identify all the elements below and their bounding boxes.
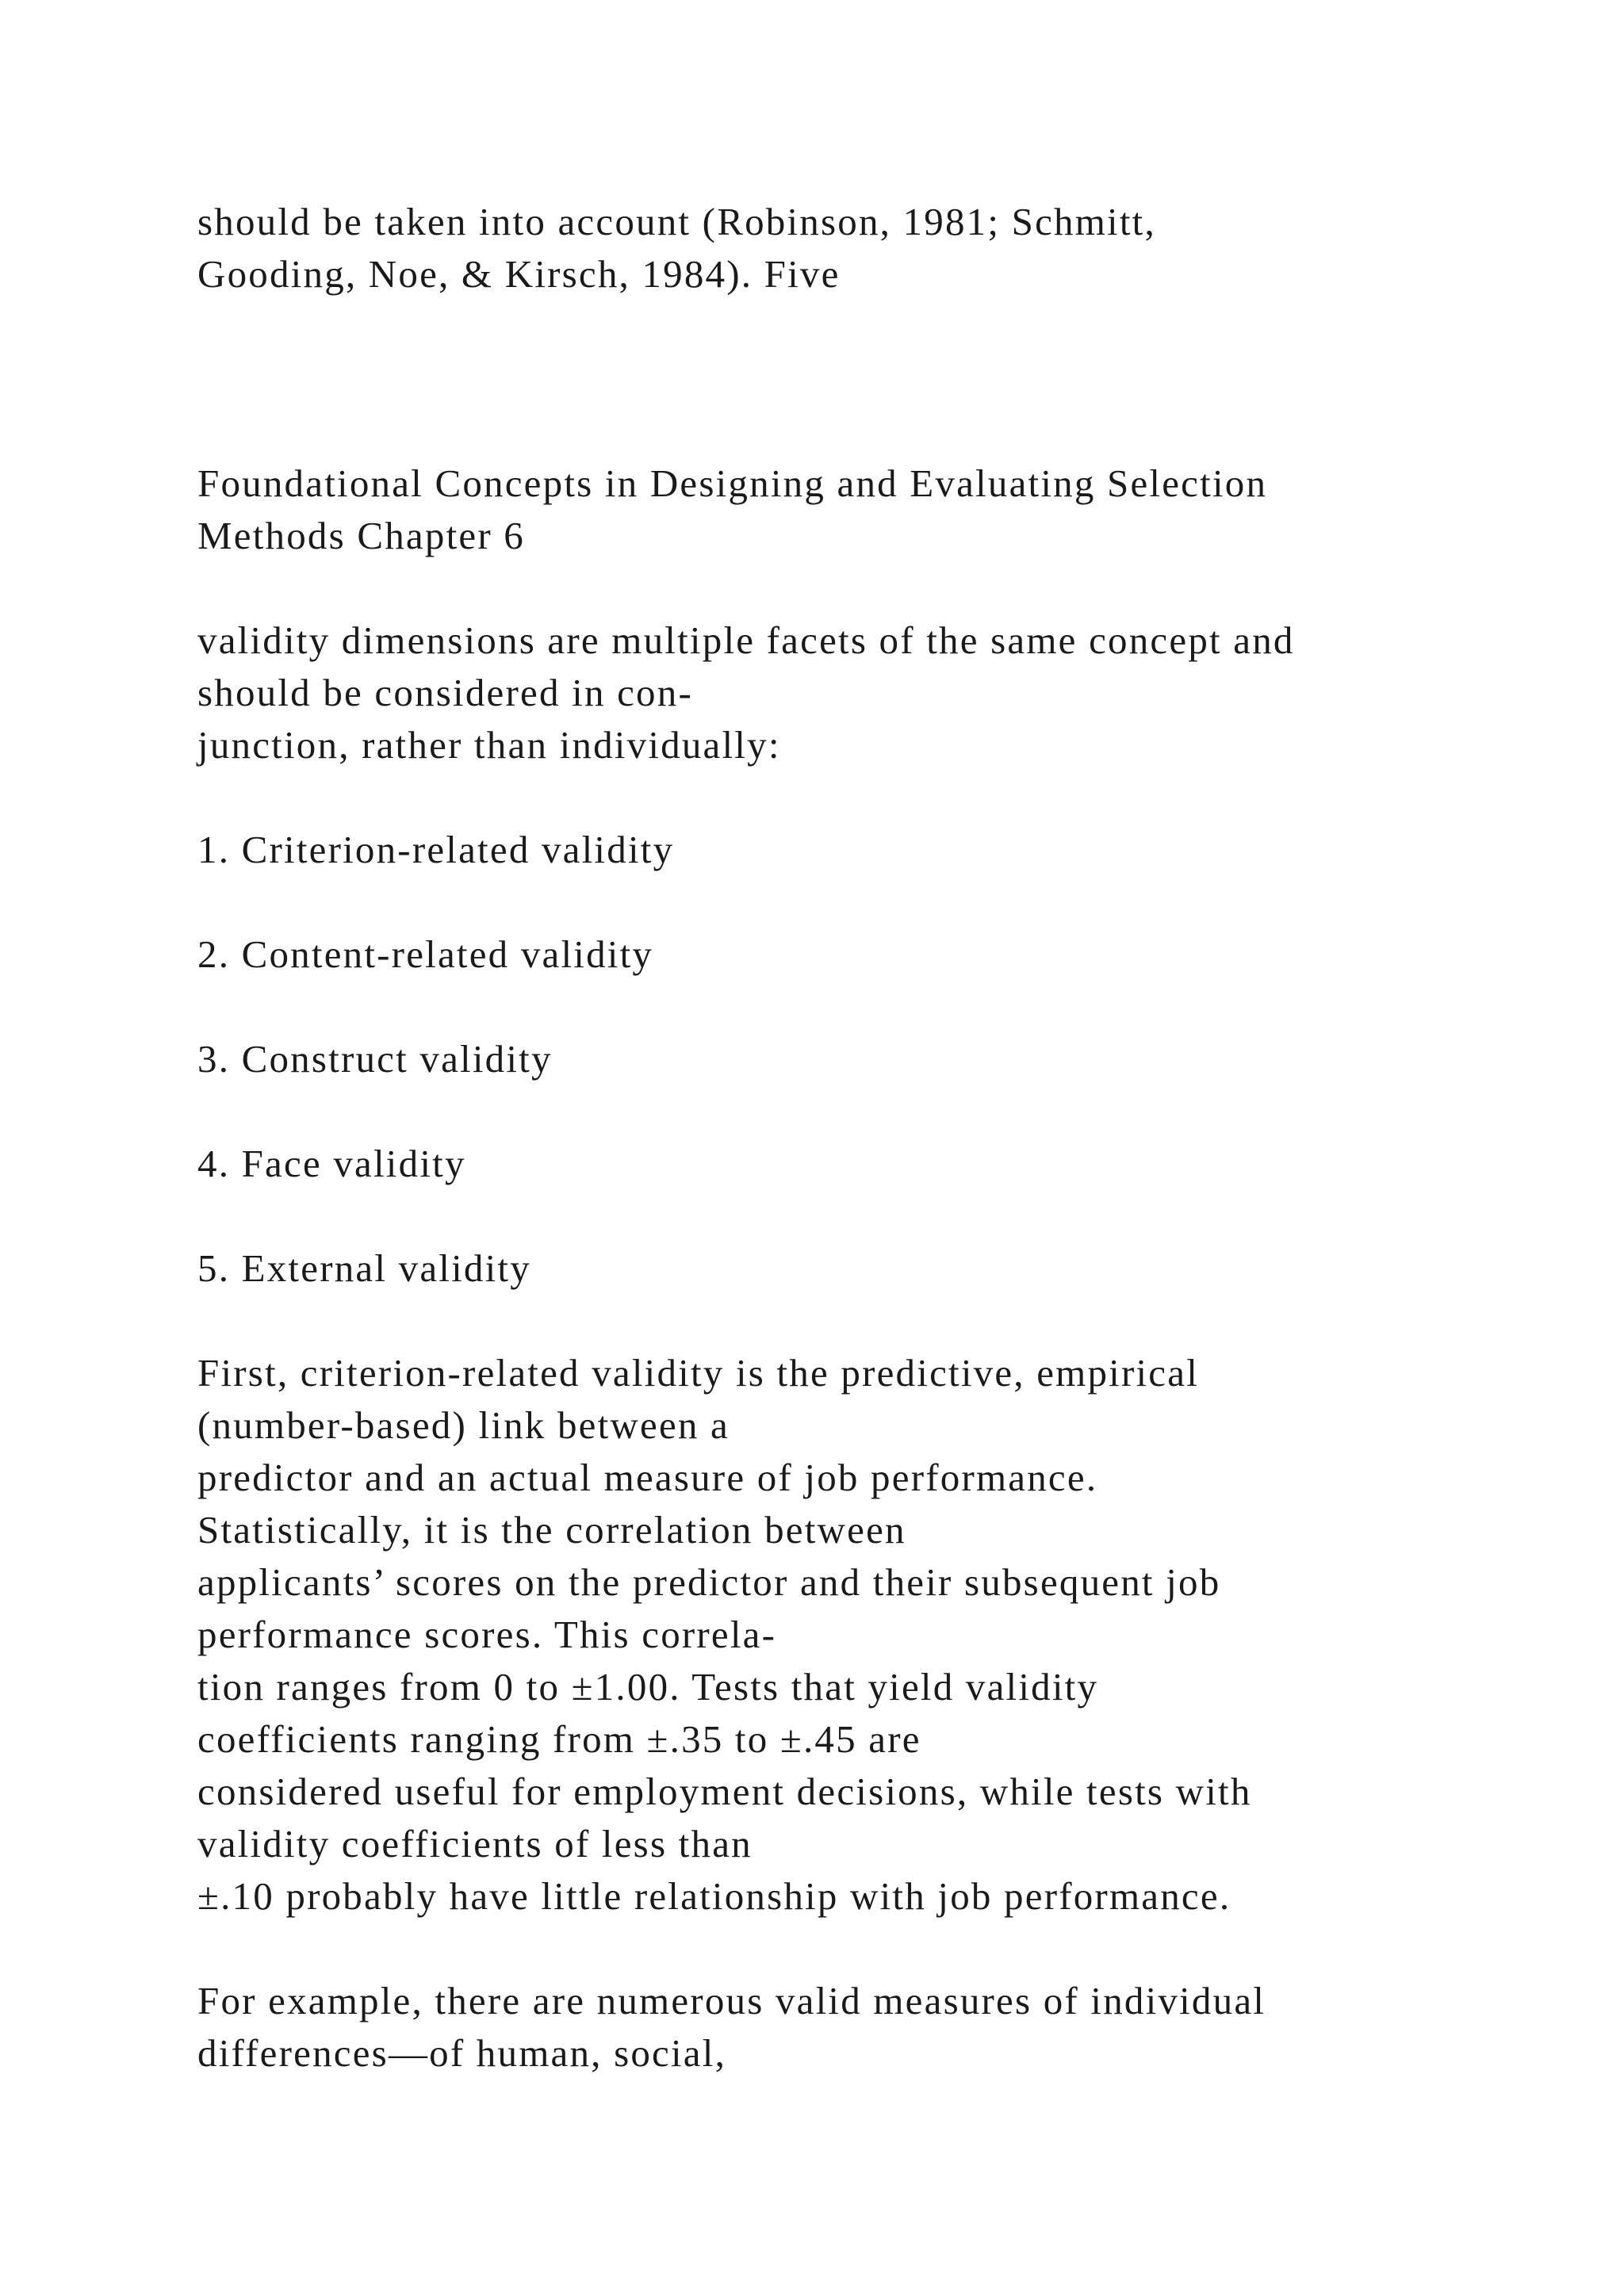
list-item: 3. Construct validity [197,1037,553,1081]
text-line: validity dimensions are multiple facets of the same concept and [197,618,1295,662]
text-line: For example, there are numerous valid measures of individual [197,1979,1266,2022]
list-item: 2. Content-related validity [197,932,654,976]
text-line: should be taken into account (Robinson, 1981; Schmitt, [197,200,1156,243]
list-item: 4. Face validity [197,1142,466,1185]
text-line: predictor and an actual measure of job performance. [197,1456,1098,1499]
text-line: applicants’ scores on the predictor and their subsequent job [197,1560,1221,1604]
text-line: Statistically, it is the correlation between [197,1508,906,1552]
text-line: should be considered in con- [197,671,693,714]
section-heading-line: Methods Chapter 6 [197,514,526,557]
text-line: coefficients ranging from ±.35 to ±.45 are [197,1717,921,1761]
text-line: ±.10 probably have little relationship with job performance. [197,1874,1231,1918]
text-line: (number-based) link between a [197,1403,730,1447]
text-line: validity coefficients of less than [197,1822,753,1866]
text-line: First, criterion-related validity is the predictive, empirical [197,1351,1200,1395]
text-line: junction, rather than individually: [197,723,781,767]
list-item: 5. External validity [197,1246,531,1290]
list-item: 1. Criterion-related validity [197,828,675,871]
text-line: tion ranges from 0 to ±1.00. Tests that yield validity [197,1665,1099,1709]
section-heading-line: Foundational Concepts in Designing and Evaluating Selection [197,461,1268,505]
text-line: considered useful for employment decisions, while tests with [197,1770,1252,1813]
text-line: differences—of human, social, [197,2031,727,2075]
text-line: performance scores. This correla- [197,1613,777,1656]
text-line: Gooding, Noe, & Kirsch, 1984). Five [197,252,841,296]
